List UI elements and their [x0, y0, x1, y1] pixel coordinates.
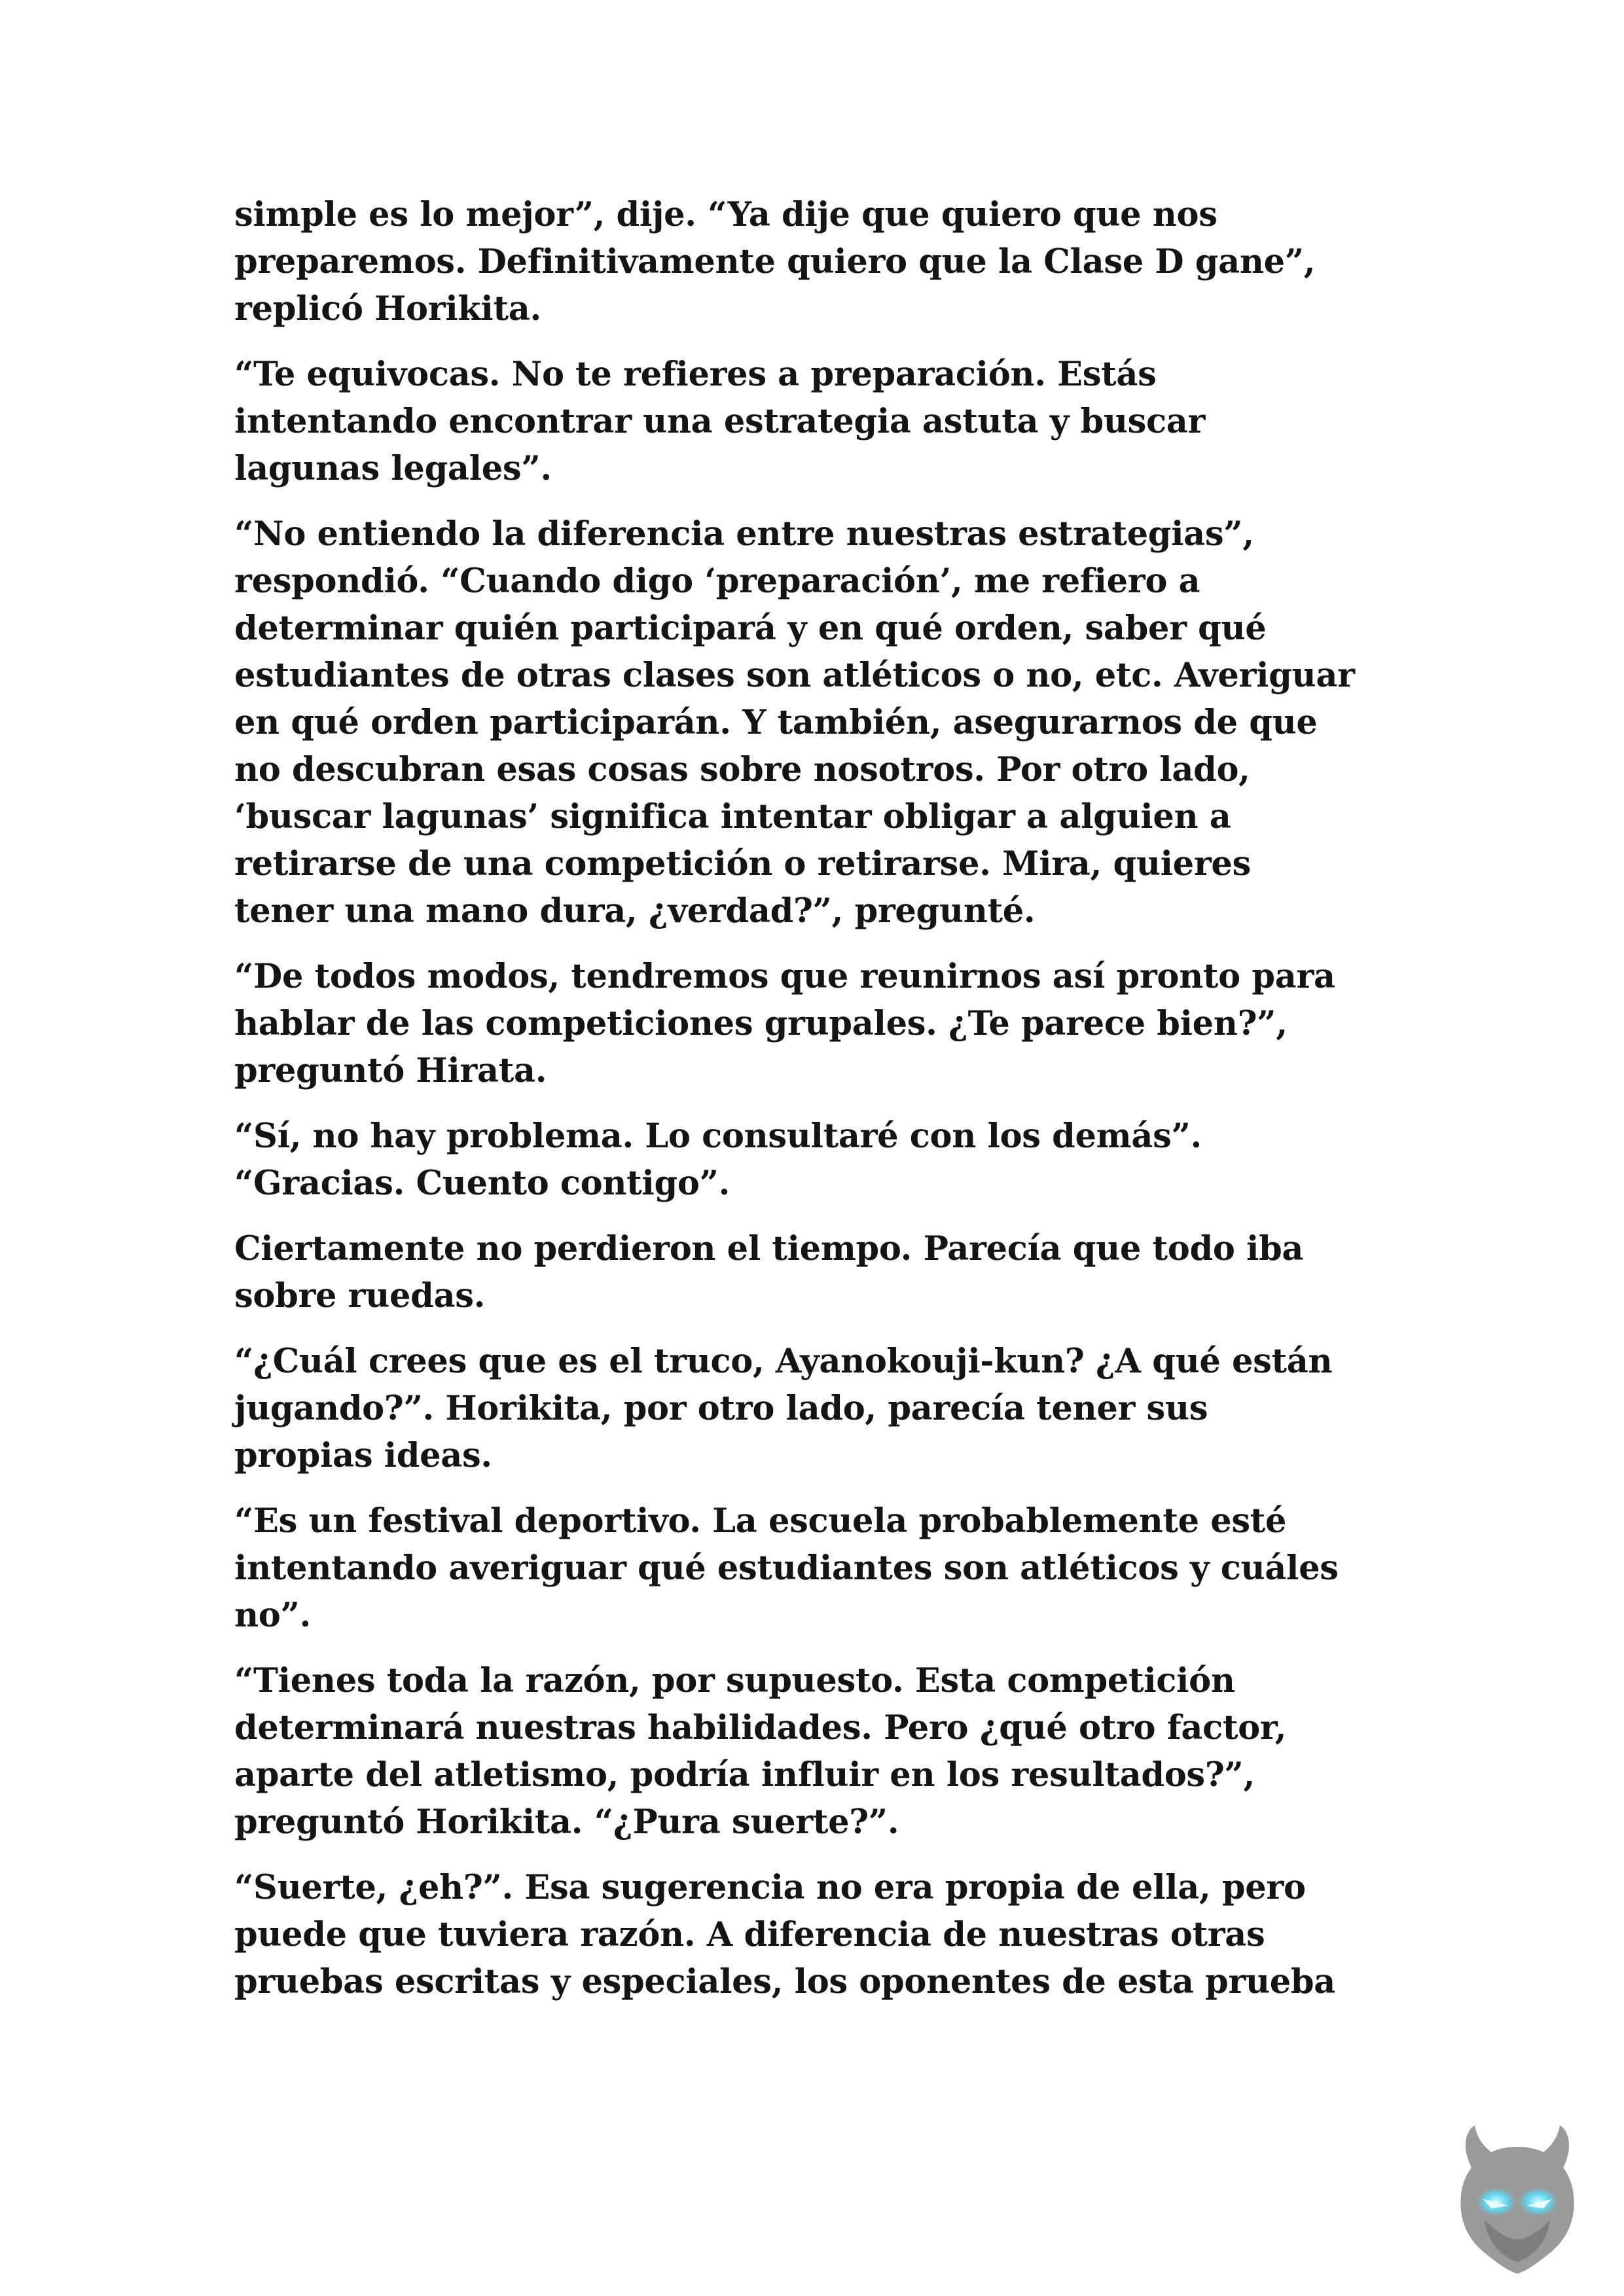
text-line: estudiantes de otras clases son atléticos o no, etc. Averiguar [234, 656, 1355, 695]
text-line: no”. [234, 1596, 311, 1635]
text-line: “¿Cuál crees que es el truco, Ayanokouji-kun? ¿A qué están [234, 1342, 1333, 1381]
text-line: puede que tuviera razón. A diferencia de nuestras otras [234, 1915, 1265, 1954]
text-line: “Sí, no hay problema. Lo consultaré con los demás”. [234, 1117, 1202, 1156]
text-line: propias ideas. [234, 1436, 492, 1475]
text-line: jugando?”. Horikita, por otro lado, parecía tener sus [234, 1389, 1208, 1428]
text-line: respondió. “Cuando digo ‘preparación’, me refiero a [234, 562, 1200, 601]
text-line: tener una mano dura, ¿verdad?”, pregunté. [234, 891, 1036, 931]
paragraph [234, 351, 1406, 492]
paragraph [234, 1498, 1406, 1639]
text-line: preguntó Horikita. “¿Pura suerte?”. [234, 1803, 899, 1842]
paragraph [234, 191, 1406, 332]
text-line: “Suerte, ¿eh?”. Esa sugerencia no era propia de ella, pero [234, 1868, 1306, 1907]
text-line: determinará nuestras habilidades. Pero ¿qué otro factor, [234, 1708, 1287, 1748]
text-line: no descubran esas cosas sobre nosotros. Por otro lado, [234, 750, 1250, 789]
text-line: Ciertamente no perdieron el tiempo. Parecía que todo iba [234, 1229, 1304, 1268]
text-line: replicó Horikita. [234, 289, 541, 329]
text-line: en qué orden participarán. Y también, asegurarnos de que [234, 703, 1318, 742]
body-text [234, 191, 1406, 2024]
paragraph [234, 1864, 1406, 2005]
text-line: sobre ruedas. [234, 1276, 486, 1316]
paragraph [234, 1338, 1406, 1479]
paragraph [234, 1657, 1406, 1846]
text-line: determinar quién participará y en qué orden, saber qué [234, 609, 1267, 648]
text-line: intentando encontrar una estrategia astuta y buscar [234, 402, 1206, 441]
text-line: hablar de las competiciones grupales. ¿Te parece bien?”, [234, 1004, 1288, 1043]
text-line: retirarse de una competición o retirarse. Mira, quieres [234, 844, 1251, 884]
text-line: “Te equivocas. No te refieres a preparación. Estás [234, 355, 1157, 394]
text-line: “Gracias. Cuento contigo”. [234, 1164, 731, 1203]
text-line: lagunas legales”. [234, 449, 552, 488]
text-line: “De todos modos, tendremos que reunirnos así pronto para [234, 957, 1335, 996]
text-line: intentando averiguar qué estudiantes son atléticos y cuáles [234, 1549, 1339, 1588]
text-line: preguntó Hirata. [234, 1051, 547, 1090]
text-line: ‘buscar lagunas’ significa intentar obligar a alguien a [234, 797, 1231, 836]
text-line: pruebas escritas y especiales, los oponentes de esta prueba [234, 1962, 1336, 2001]
paragraph [234, 1113, 1406, 1207]
paragraph [234, 1225, 1406, 1319]
text-line: aparte del atletismo, podría influir en los resultados?”, [234, 1755, 1255, 1795]
text-line: simple es lo mejor”, dije. “Ya dije que quiero que nos [234, 195, 1218, 234]
text-line: “No entiendo la diferencia entre nuestras estrategias”, [234, 514, 1254, 554]
demon-head-icon [1445, 2122, 1589, 2276]
paragraph [234, 953, 1406, 1094]
text-line: “Tienes toda la razón, por supuesto. Esta competición [234, 1661, 1235, 1700]
text-line: preparemos. Definitivamente quiero que la Clase D gane”, [234, 242, 1316, 281]
text-line: “Es un festival deportivo. La escuela probablemente esté [234, 1501, 1287, 1541]
paragraph [234, 511, 1406, 935]
